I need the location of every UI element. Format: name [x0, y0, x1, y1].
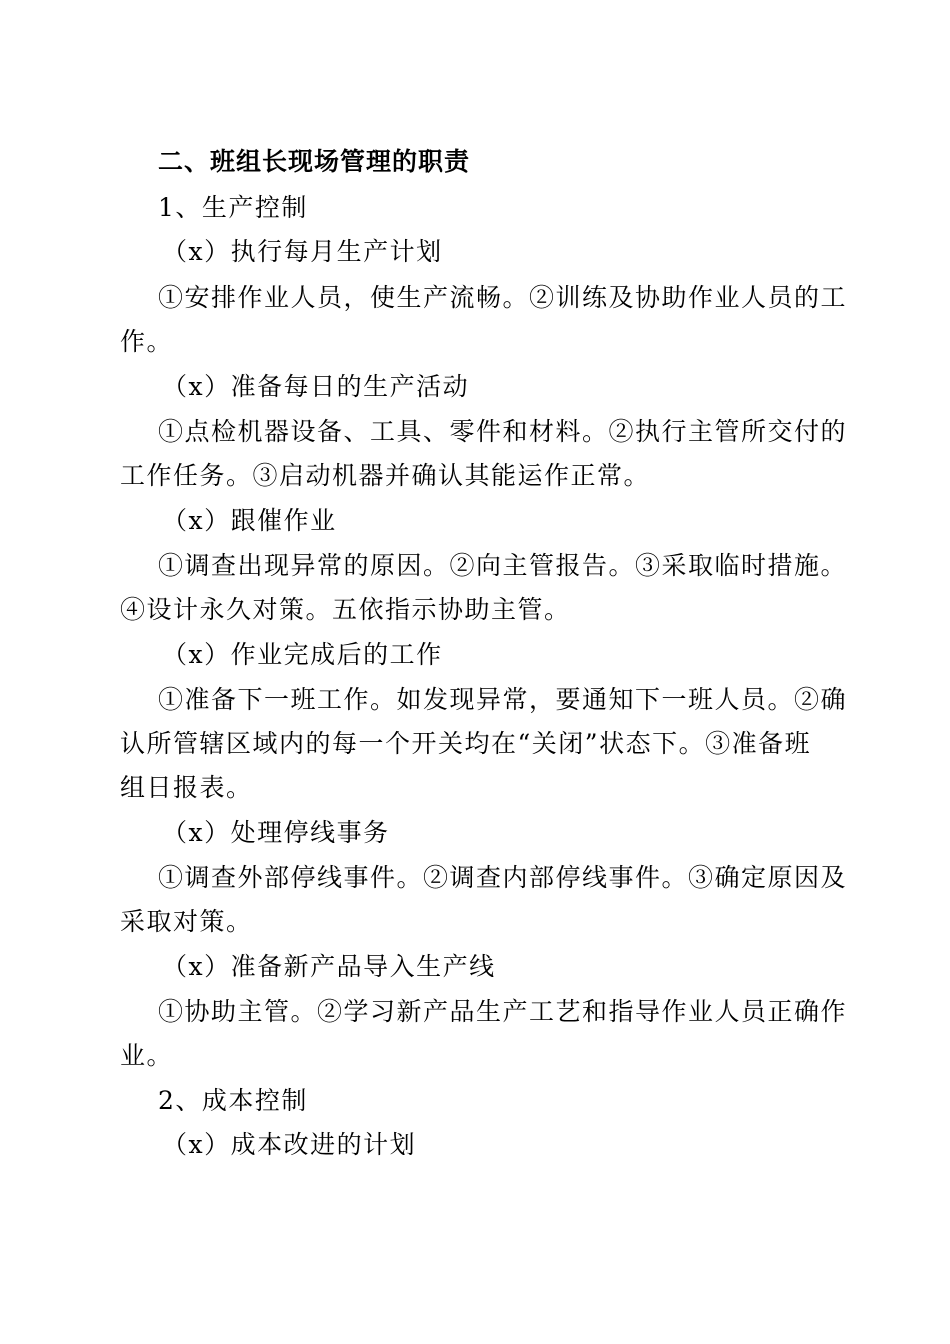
- section-2-title: 2、成本控制: [158, 1086, 308, 1115]
- item-6-line-1: ①协助主管。②学习新产品生产工艺和指导作业人员正确作: [158, 997, 848, 1026]
- item-5-line-1: ①调查外部停线事件。②调查内部停线事件。③确定原因及: [158, 863, 848, 892]
- item-6-line-2: 业。: [120, 1041, 174, 1070]
- section-heading: 二、班组长现场管理的职责: [158, 147, 471, 176]
- item-3-line-2: ④设计永久对策。五依指示协助主管。: [120, 595, 571, 624]
- item-1-line-1: ①安排作业人员，使生产流畅。②训练及协助作业人员的工: [158, 283, 848, 312]
- item-3-line-1: ①调查出现异常的原因。②向主管报告。③采取临时措施。: [158, 551, 848, 580]
- item-2-title: （x）准备每日的生产活动: [162, 372, 470, 401]
- item-5-title: （x）处理停线事务: [162, 818, 390, 847]
- item-2-line-1: ①点检机器设备、工具、零件和材料。②执行主管所交付的: [158, 417, 848, 446]
- item-6-title: （x）准备新产品导入生产线: [162, 952, 496, 981]
- item-4-line-2: 认所管辖区域内的每一个开关均在“关闭”状态下。③准备班: [120, 729, 812, 758]
- item-2-line-2: 工作任务。③启动机器并确认其能运作正常。: [120, 461, 651, 490]
- item-5-line-2: 采取对策。: [120, 907, 253, 936]
- section-2-item-title: （x）成本改进的计划: [162, 1130, 417, 1159]
- item-4-line-1: ①准备下一班工作。如发现异常，要通知下一班人员。②确: [158, 685, 848, 714]
- item-4-line-3: 组日报表。: [120, 773, 253, 802]
- item-1-title: （x）执行每月生产计划: [162, 237, 443, 266]
- item-3-title: （x）跟催作业: [162, 506, 337, 535]
- section-1-title: 1、生产控制: [158, 193, 308, 222]
- item-1-line-2: 作。: [120, 327, 174, 356]
- item-4-title: （x）作业完成后的工作: [162, 640, 443, 669]
